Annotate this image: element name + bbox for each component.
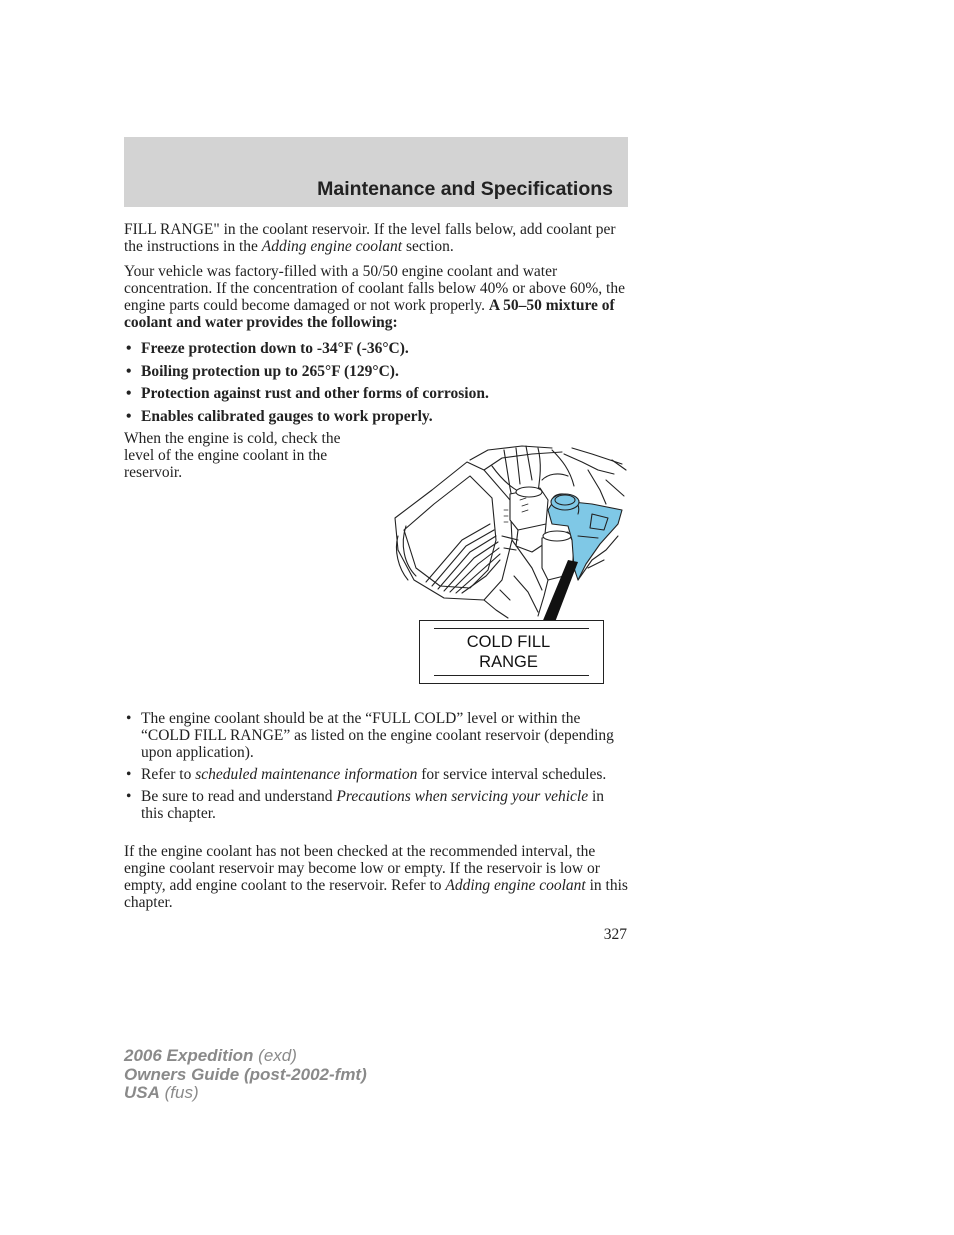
footer-line-1 (124, 1047, 367, 1066)
cross-reference-adding-coolant: Adding engine coolant (445, 877, 586, 894)
coolant-benefits-list (124, 340, 630, 430)
paragraph-check-interval (124, 843, 630, 911)
list-item-text: for service interval schedules. (417, 766, 607, 783)
paragraph-concentration (124, 263, 630, 331)
paragraph-text: Your vehicle was factory-filled with a 50/50 engine coolant and water concentration. If the concentration of coolant falls below 40% or above 60%, the engine parts could become damaged or not work properly. (124, 263, 625, 314)
list-item: • Freeze protection down to -34°F (-36°C). (124, 340, 630, 357)
page-number: 327 (603, 926, 627, 943)
paragraph-fill-range (124, 221, 630, 255)
callout-label (420, 632, 603, 672)
document-footer (124, 1047, 367, 1103)
footer-line-3 (124, 1084, 367, 1103)
list-item: • Boiling protection up to 265°F (129°C). (124, 363, 630, 380)
list-item (124, 788, 630, 822)
cross-reference-adding-coolant: Adding engine coolant (261, 238, 403, 255)
list-item-text: Be sure to read and understand (141, 788, 337, 805)
list-item-text: Refer to (141, 766, 196, 783)
callout-line-1: COLD FILL (466, 633, 551, 651)
cross-reference-precautions: Precautions when servicing your vehicle (336, 788, 589, 805)
cold-fill-range-callout (419, 620, 604, 684)
paragraph-bold-text: A 50–50 mixture of coolant and water provides the following: (124, 297, 615, 331)
check-level-text: When the engine is cold, check the level of the engine coolant in the reservoir. (124, 430, 341, 481)
cross-reference-maintenance-info: scheduled maintenance information (195, 766, 418, 783)
paragraph-text: in this chapter. (124, 877, 628, 911)
section-title: Maintenance and Specifications (317, 178, 613, 200)
list-item: • Protection against rust and other forms of corrosion. (124, 385, 630, 402)
coolant-level-notes-list (124, 710, 630, 827)
footer-market-code: (fus) (159, 1083, 199, 1102)
paragraph-text: FILL RANGE" in the coolant reservoir. If the level falls below, add coolant per the instructions in the (124, 221, 616, 255)
list-item (124, 766, 630, 783)
callout-rule-top (434, 628, 589, 629)
footer-line-2 (124, 1066, 367, 1085)
section-header-bar (124, 137, 628, 207)
footer-model: 2006 Expedition (124, 1046, 254, 1065)
footer-code: (exd) (253, 1046, 297, 1065)
list-item: • The engine coolant should be at the “FULL COLD” level or within the “COLD FILL RANGE” as listed on the engine coolant reservoir (depending upon application). (124, 710, 630, 761)
paragraph-text: If the engine coolant has not been checked at the recommended interval, the engine coolant reservoir may become low or empty. If the reservoir is low or empty, add engine coolant to the reservoir. Refer to (124, 843, 600, 894)
footer-market: USA (124, 1083, 160, 1102)
footer-guide-name: Owners Guide (post-2002-fmt) (124, 1064, 367, 1084)
paragraph-text: section. (402, 238, 454, 255)
callout-rule-bottom (434, 675, 589, 676)
list-item-text: in this chapter. (141, 788, 605, 822)
callout-line-2: RANGE (479, 653, 538, 671)
list-item: • Enables calibrated gauges to work properly. (124, 408, 630, 425)
